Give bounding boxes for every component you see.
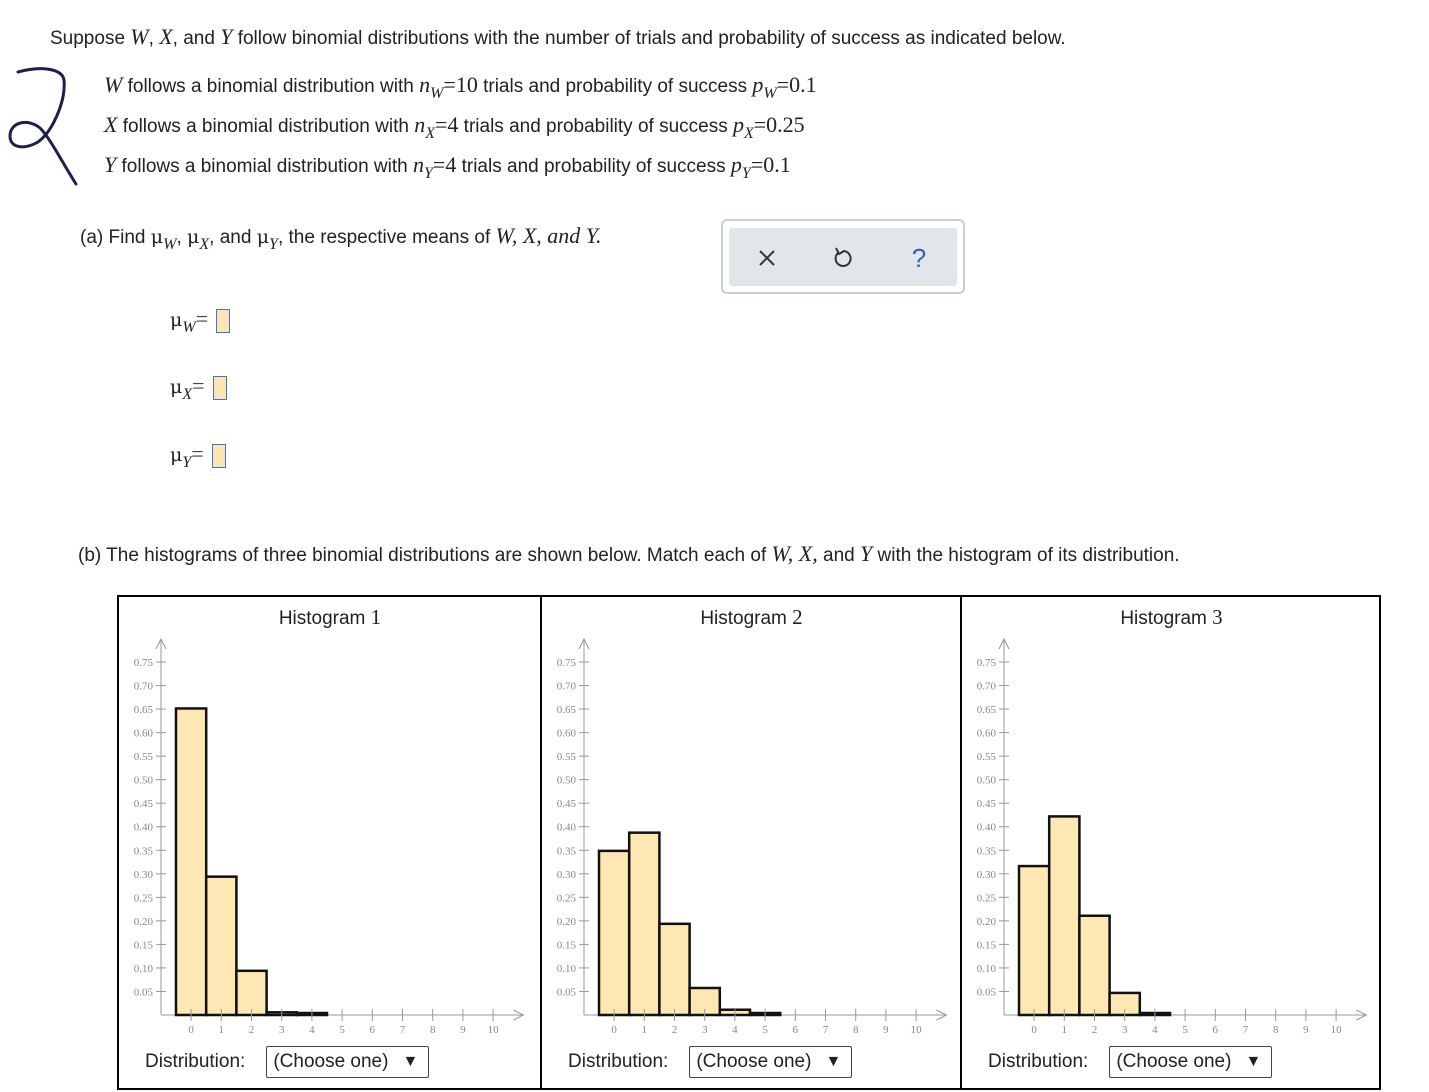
x-tick-label: 1	[1061, 1024, 1068, 1036]
y-tick-label: 0.75	[976, 657, 996, 669]
y-tick-label: 0.55	[556, 751, 576, 764]
y-tick-label: 0.55	[133, 751, 153, 764]
y-tick-label: 0.15	[976, 939, 996, 952]
x-tick-label: 1	[218, 1024, 225, 1036]
x-tick-label: 10	[487, 1024, 499, 1036]
y-tick-label: 0.70	[976, 680, 996, 693]
y-tick-label: 0.10	[976, 962, 996, 975]
histogram-title: Histogram 3	[1120, 605, 1223, 629]
x-tick-label: 3	[701, 1024, 708, 1036]
histogram-bar	[599, 851, 629, 1015]
histogram-bar	[629, 833, 659, 1015]
y-tick-label: 0.05	[976, 986, 996, 999]
y-tick-label: 0.65	[556, 704, 576, 717]
x-tick-label: 0	[611, 1024, 617, 1036]
x-tick-label: 5	[762, 1024, 768, 1036]
help-button[interactable]: ?	[911, 242, 927, 273]
x-tick-label: 10	[1330, 1024, 1342, 1036]
histogram-title: Histogram 2	[700, 605, 803, 629]
y-tick-label: 0.35	[976, 845, 996, 858]
mu-w-input[interactable]	[216, 309, 230, 333]
y-tick-label: 0.40	[556, 821, 576, 834]
x-tick-label: 5	[339, 1024, 345, 1036]
y-tick-label: 0.30	[976, 868, 996, 881]
x-tick-label: 4	[309, 1024, 315, 1036]
x-tick-label: 7	[822, 1024, 829, 1036]
x-tick-label: 7	[1242, 1024, 1249, 1036]
answer-row-x: $\mu_X=$	[170, 373, 227, 400]
y-tick-label: 0.50	[133, 774, 153, 787]
y-tick-label: 0.15	[556, 939, 576, 952]
dropdown-arrow-icon: ▼	[825, 1053, 842, 1070]
y-tick-label: 0.45	[133, 798, 153, 811]
y-tick-label: 0.60	[976, 727, 996, 740]
x-tick-label: 3	[1121, 1024, 1128, 1036]
histogram-panel-3	[960, 597, 1381, 1088]
distribution-line-x: X follows a binomial distribution with $n_X=4$ trials and probability of success $p_X=0.25$	[104, 112, 805, 142]
histogram-title: Histogram 1	[278, 605, 382, 629]
histogram-panel-1	[119, 597, 541, 1088]
y-tick-label: 0.25	[133, 892, 153, 905]
y-tick-label: 0.05	[556, 986, 576, 999]
x-tick-label: 2	[248, 1024, 255, 1036]
histogram-grid	[117, 595, 1381, 1090]
x-tick-label: 9	[883, 1024, 889, 1036]
y-tick-label: 0.10	[133, 962, 153, 975]
dropdown-arrow-icon: ▼	[402, 1053, 419, 1070]
histogram-chart-2	[542, 597, 962, 1036]
y-tick-label: 0.60	[133, 727, 153, 740]
mu-x-input[interactable]	[213, 376, 227, 400]
distribution-row: Distribution: (Choose one) ▼	[568, 1046, 852, 1078]
histogram-bar	[1019, 866, 1049, 1015]
histogram-bar	[659, 924, 689, 1015]
x-tick-label: 0	[188, 1024, 194, 1036]
x-tick-label: 6	[369, 1024, 376, 1036]
histogram-chart-1	[119, 597, 539, 1036]
y-tick-label: 0.50	[556, 774, 576, 787]
distribution-select-2[interactable]: (Choose one) ▼	[689, 1046, 852, 1078]
histogram-bar	[206, 877, 236, 1015]
part-b-question: (b) The histograms of three binomial distributions are shown below. Match each of W, X, and Y with the histogram of its distribution.	[78, 541, 1180, 566]
y-tick-label: 0.70	[133, 680, 153, 693]
y-tick-label: 0.35	[133, 845, 153, 858]
distribution-row: Distribution: (Choose one) ▼	[988, 1046, 1272, 1078]
x-tick-label: 6	[1212, 1024, 1219, 1036]
x-tick-label: 3	[278, 1024, 285, 1036]
y-tick-label: 0.45	[556, 798, 576, 811]
y-tick-label: 0.55	[976, 751, 996, 764]
x-tick-label: 2	[1091, 1024, 1098, 1036]
y-tick-label: 0.45	[976, 798, 996, 811]
distribution-line-y: Y follows a binomial distribution with $n_Y=4$ trials and probability of success $p_Y=0.1$	[104, 152, 791, 182]
x-tick-label: 5	[1182, 1024, 1188, 1036]
y-tick-label: 0.65	[133, 704, 153, 717]
clear-button[interactable]	[751, 242, 783, 274]
x-tick-label: 4	[732, 1024, 738, 1036]
y-tick-label: 0.25	[556, 892, 576, 905]
y-tick-label: 0.75	[133, 657, 153, 669]
x-tick-label: 6	[792, 1024, 799, 1036]
y-tick-label: 0.20	[976, 915, 996, 928]
histogram-panel-2	[540, 597, 961, 1088]
y-tick-label: 0.15	[133, 939, 153, 952]
histogram-bar	[1079, 916, 1109, 1015]
y-tick-label: 0.65	[976, 704, 996, 717]
x-tick-label: 8	[429, 1024, 436, 1036]
x-tick-label: 4	[1152, 1024, 1158, 1036]
y-tick-label: 0.25	[976, 892, 996, 905]
histogram-bar	[1049, 816, 1079, 1015]
distribution-row: Distribution: (Choose one) ▼	[145, 1046, 429, 1078]
handwritten-scribble	[0, 62, 80, 192]
y-tick-label: 0.35	[556, 845, 576, 858]
close-icon	[757, 248, 777, 268]
part-a-question: (a) Find $\mu_W$, $\mu_X$, and $\mu_Y$, the respective means of W, X, and Y.	[80, 223, 602, 253]
x-tick-label: 1	[641, 1024, 648, 1036]
distribution-select-3[interactable]: (Choose one) ▼	[1109, 1046, 1272, 1078]
y-tick-label: 0.30	[133, 868, 153, 881]
undo-icon	[832, 247, 854, 269]
y-tick-label: 0.10	[556, 962, 576, 975]
y-tick-label: 0.75	[556, 657, 576, 669]
y-tick-label: 0.20	[556, 915, 576, 928]
intro-text: Suppose W, X, and Y follow binomial distributions with the number of trials and probability of success as indicated below.	[50, 24, 1066, 49]
answer-row-y: $\mu_Y=$	[170, 441, 226, 468]
answer-toolbar	[721, 219, 965, 294]
x-tick-label: 7	[399, 1024, 406, 1036]
mu-y-input[interactable]	[212, 444, 226, 468]
x-tick-label: 0	[1031, 1024, 1037, 1036]
histogram-chart-3	[962, 597, 1382, 1036]
x-tick-label: 8	[852, 1024, 859, 1036]
y-tick-label: 0.05	[133, 986, 153, 999]
x-tick-label: 10	[910, 1024, 922, 1036]
y-tick-label: 0.40	[976, 821, 996, 834]
x-tick-label: 9	[1303, 1024, 1309, 1036]
y-tick-label: 0.50	[976, 774, 996, 787]
distribution-line-w: W follows a binomial distribution with $n_W=10$ trials and probability of success $p_W=0.1$	[104, 72, 817, 102]
x-tick-label: 9	[460, 1024, 466, 1036]
answer-row-w: $\mu_W=$	[170, 306, 230, 333]
y-tick-label: 0.20	[133, 915, 153, 928]
histogram-bar	[236, 971, 266, 1015]
distribution-select-1[interactable]: (Choose one) ▼	[266, 1046, 429, 1078]
y-tick-label: 0.60	[556, 727, 576, 740]
y-tick-label: 0.70	[556, 680, 576, 693]
y-tick-label: 0.30	[556, 868, 576, 881]
histogram-bar	[176, 708, 206, 1015]
answer-toolbar-inner	[729, 228, 957, 286]
x-tick-label: 8	[1272, 1024, 1279, 1036]
undo-button[interactable]	[827, 242, 859, 274]
x-tick-label: 2	[671, 1024, 678, 1036]
y-tick-label: 0.40	[133, 821, 153, 834]
dropdown-arrow-icon: ▼	[1245, 1053, 1262, 1070]
